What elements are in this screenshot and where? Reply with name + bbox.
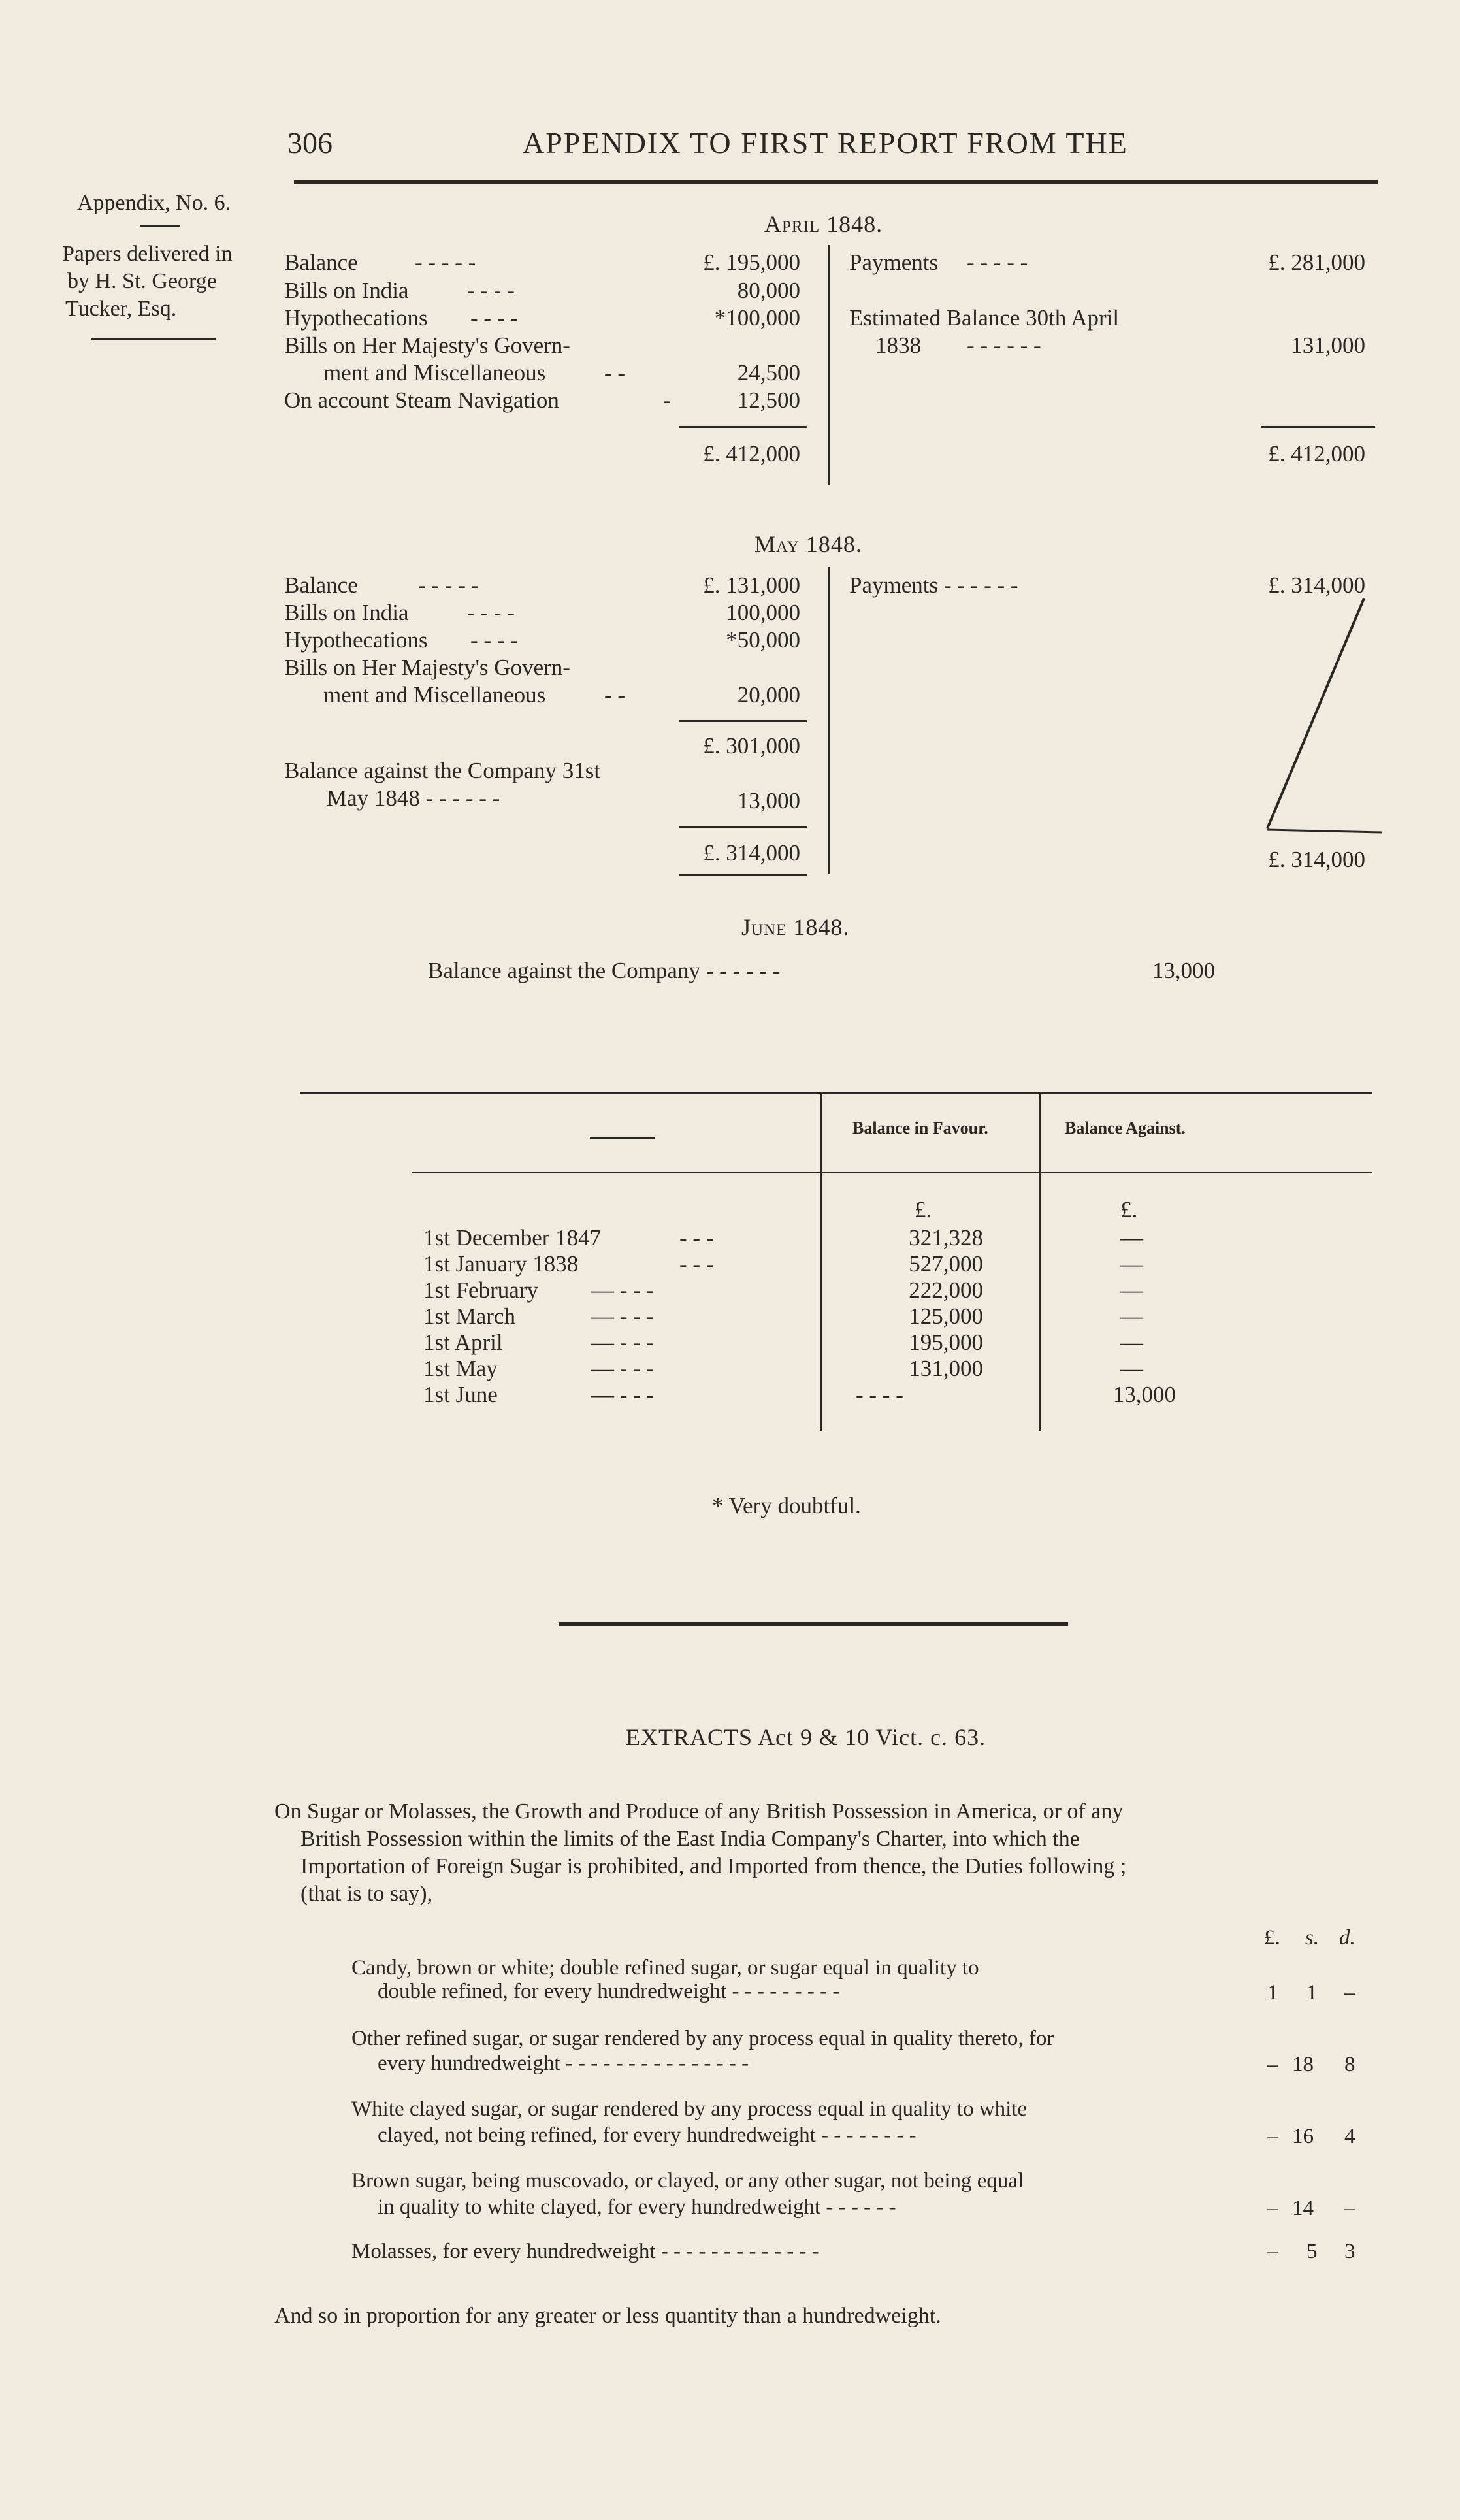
table-row-dashes: — - - - (591, 1330, 655, 1355)
duty-line: White clayed sugar, or sugar rendered by any process equal in quality to white (351, 2097, 1028, 2121)
duty-pence: 4 (1344, 2125, 1355, 2148)
table-row-date: 1st January 1838 (423, 1251, 579, 1277)
sidebar-note-line-1: Papers delivered in (62, 242, 233, 266)
may-left-value: *50,000 (726, 627, 800, 653)
duty-line: Other refined sugar, or sugar rendered by any process equal in quality thereto, for (351, 2027, 1054, 2050)
april-left-value: 24,500 (737, 360, 800, 385)
duty-line: in quality to white clayed, for every hundredweight - - - - - - (378, 2195, 896, 2219)
appendix-label: Appendix, No. 6. (77, 191, 231, 215)
april-divider (828, 245, 830, 485)
duty-line: double refined, for every hundredweight - - - - - - - - - (378, 1980, 840, 2003)
may-against-label: May 1848 - - - - - - (327, 785, 500, 811)
may-subtotal: £. 301,000 (703, 733, 800, 759)
june-label: Balance against the Company - - - - - - (428, 958, 781, 983)
april-left-value: £. 195,000 (703, 250, 800, 275)
table-row-favour: 125,000 (909, 1303, 983, 1329)
table-row-date: 1st June (423, 1382, 498, 1407)
april-left-label: On account Steam Navigation (284, 387, 559, 413)
table-row-date: 1st December 1847 (423, 1225, 602, 1251)
may-left-label: ment and Miscellaneous (323, 682, 546, 708)
may-left-total: £. 314,000 (703, 840, 800, 866)
may-left-value: 100,000 (726, 600, 800, 625)
table-header-rule (412, 1172, 1372, 1173)
table-row-dashes: — - - - (591, 1277, 655, 1303)
running-title: APPENDIX TO FIRST REPORT FROM THE (523, 126, 1128, 159)
money-header-shillings: s. (1305, 1926, 1320, 1950)
duty-pounds: – (1267, 2053, 1278, 2076)
table-top-rule (300, 1092, 1372, 1094)
table-row-date: 1st May (423, 1356, 498, 1381)
april-left-label: ment and Miscellaneous (323, 360, 546, 385)
may-divider (828, 567, 830, 874)
may-left-value: £. 131,000 (703, 572, 800, 598)
table-row-against: — (1120, 1225, 1143, 1251)
table-col-rule (820, 1094, 822, 1431)
may-left-label: Hypothecations (284, 627, 428, 653)
footnote: * Very doubtful. (712, 1493, 861, 1518)
april-left-total-rule (679, 426, 807, 428)
table-row-date: 1st February (423, 1277, 538, 1303)
table-header-dash (590, 1137, 655, 1139)
table-row-favour: 195,000 (909, 1330, 983, 1355)
table-row-dashes: - - - (679, 1225, 714, 1251)
table-row-against: — (1120, 1251, 1143, 1277)
duty-pence: 8 (1344, 2053, 1355, 2076)
duty-line: Candy, brown or white; double refined sugar, or sugar equal in quality to (351, 1956, 979, 1980)
duty-shillings: 16 (1292, 2125, 1314, 2148)
table-row-favour: 527,000 (909, 1251, 983, 1277)
extracts-intro-line: British Possession within the limits of the East India Company's Charter, into which the (300, 1827, 1080, 1851)
may-left-dashes: - - - - - (418, 572, 479, 598)
duty-pounds: – (1267, 2240, 1278, 2263)
money-header-pence: d. (1339, 1926, 1355, 1950)
duty-line: Brown sugar, being muscovado, or clayed, or any other sugar, not being equal (351, 2169, 1024, 2193)
april-right-label: Payments (849, 250, 939, 275)
duty-pence: 3 (1344, 2240, 1355, 2263)
duty-pence: – (1344, 1981, 1355, 2005)
may-against-value: 13,000 (737, 788, 800, 813)
extracts-intro-line: (that is to say), (300, 1882, 433, 1906)
april-heading: April 1848. (764, 211, 883, 237)
april-left-label: Bills on India (284, 278, 409, 303)
duty-shillings: 1 (1306, 1981, 1318, 2005)
table-row-date: 1st March (423, 1303, 515, 1329)
header-rule (294, 180, 1378, 184)
duty-shillings: 14 (1292, 2197, 1314, 2220)
april-right-label: 1838 (875, 333, 921, 358)
may-left-label: Bills on Her Majesty's Govern- (284, 655, 570, 680)
currency-against: £. (1120, 1197, 1138, 1222)
april-left-dashes: - - - - (470, 305, 518, 331)
table-row-dashes: — - - - (591, 1382, 655, 1407)
table-row-against: — (1120, 1303, 1143, 1329)
table-row-favour: 222,000 (909, 1277, 983, 1303)
duty-shillings: 5 (1306, 2240, 1318, 2263)
table-row-dashes: — - - - (591, 1356, 655, 1381)
may-left-label: Bills on India (284, 600, 409, 625)
table-row-favour: 321,328 (909, 1225, 983, 1251)
money-header-pounds: £. (1264, 1926, 1280, 1950)
extracts-intro-line: Importation of Foreign Sugar is prohibited, and Imported from thence, the Duties following ; (300, 1854, 1127, 1878)
table-row-dashes: — - - - (591, 1303, 655, 1329)
table-row-against: — (1120, 1330, 1143, 1355)
table-row-favour: - - - - (856, 1382, 903, 1407)
sidebar-rule (91, 338, 216, 340)
june-value: 13,000 (1152, 958, 1215, 983)
sidebar-note-line-2: by H. St. George (67, 269, 217, 293)
may-left-bottom-rule (679, 874, 807, 876)
may-left-dashes: - - - - (467, 600, 515, 625)
april-right-dashes: - - - - - (967, 250, 1028, 275)
april-left-dashes: - - - - (467, 278, 515, 303)
april-right-total: £. 412,000 (1268, 441, 1365, 466)
may-left-dashes: - - (604, 682, 626, 708)
duty-pence: – (1344, 2197, 1355, 2220)
may-left-total-rule (679, 826, 807, 828)
may-subtotal-rule (679, 720, 807, 722)
duty-line: Molasses, for every hundredweight - - - - - - - - - - - - - (351, 2240, 819, 2263)
extracts-heading: EXTRACTS Act 9 & 10 Vict. c. 63. (626, 1724, 986, 1750)
may-right-total: £. 314,000 (1268, 847, 1365, 872)
sidebar-note-line-3: Tucker, Esq. (65, 297, 177, 321)
april-right-dashes: - - - - - - (967, 333, 1041, 358)
duty-shillings: 18 (1292, 2053, 1314, 2076)
duty-pounds: – (1267, 2125, 1278, 2148)
april-left-label: Hypothecations (284, 305, 428, 331)
table-row-against: 13,000 (1112, 1382, 1176, 1407)
may-right-label: Payments - - - - - - (849, 572, 1018, 598)
april-right-total-rule (1261, 426, 1375, 428)
table-row-against: — (1120, 1277, 1143, 1303)
header-balance-against: Balance Against. (1065, 1119, 1186, 1137)
april-right-value: 131,000 (1291, 333, 1365, 358)
duty-line: every hundredweight - - - - - - - - - - - - - - - (378, 2052, 749, 2075)
april-left-dashes: - - - - - (415, 250, 476, 275)
may-left-value: 20,000 (737, 682, 800, 708)
may-left-dashes: - - - - (470, 627, 518, 653)
april-left-total: £. 412,000 (703, 441, 800, 466)
duty-pounds: – (1267, 2197, 1278, 2220)
table-row-dashes: - - - (679, 1251, 714, 1277)
sidebar-rule-short (140, 225, 180, 227)
table-row-favour: 131,000 (909, 1356, 983, 1381)
extracts-intro-line: On Sugar or Molasses, the Growth and Produce of any British Possession in America, or of any (274, 1799, 1124, 1824)
duty-pounds: 1 (1267, 1981, 1278, 2005)
april-left-dashes: - (663, 387, 671, 413)
april-left-value: 80,000 (737, 278, 800, 303)
april-right-value: £. 281,000 (1268, 250, 1365, 275)
header-balance-favour: Balance in Favour. (852, 1119, 988, 1137)
table-col-rule (1039, 1094, 1041, 1431)
may-heading: May 1848. (754, 531, 862, 557)
extracts-closing: And so in proportion for any greater or less quantity than a hundredweight. (274, 2304, 941, 2328)
april-left-value: *100,000 (714, 305, 800, 331)
june-heading: June 1848. (741, 914, 850, 940)
section-rule (559, 1622, 1068, 1626)
may-cancel-stroke (1254, 593, 1385, 842)
april-left-label: Balance (284, 250, 358, 275)
april-left-label: Bills on Her Majesty's Govern- (284, 333, 570, 358)
table-row-against: — (1120, 1356, 1143, 1381)
may-right-value: £. 314,000 (1268, 572, 1365, 598)
table-row-date: 1st April (423, 1330, 503, 1355)
duty-line: clayed, not being refined, for every hundredweight - - - - - - - - (378, 2123, 917, 2147)
april-right-label: Estimated Balance 30th April (849, 305, 1120, 331)
may-left-label: Balance (284, 572, 358, 598)
april-left-dashes: - - (604, 360, 626, 385)
april-left-value: 12,500 (737, 387, 800, 413)
page-number: 306 (287, 126, 333, 159)
may-against-label: Balance against the Company 31st (284, 758, 601, 783)
currency-favour: £. (915, 1197, 932, 1222)
